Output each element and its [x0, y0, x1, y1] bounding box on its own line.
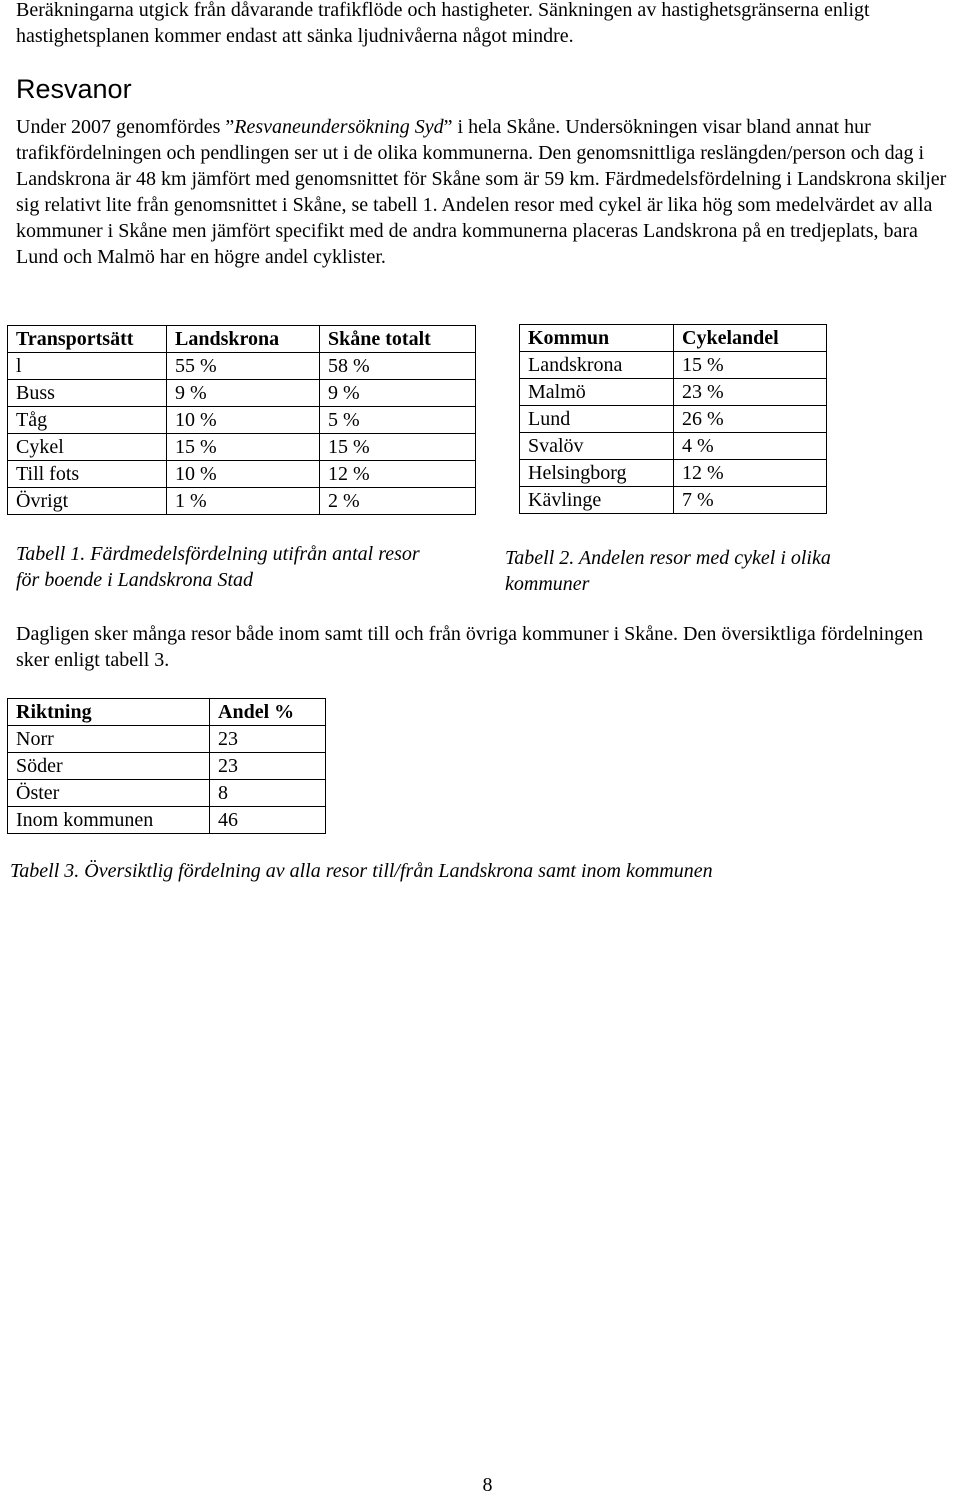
table-row [8, 726, 326, 753]
table-row [8, 780, 326, 807]
table-header-cell: Transportsätt [8, 326, 167, 353]
table-cell: 12 % [320, 461, 476, 488]
paragraph-text-start: Under 2007 genomfördes ” [16, 116, 235, 138]
table-cell: Malmö [520, 379, 674, 406]
table-cell: 15 % [674, 352, 827, 379]
table-cell: 2 % [320, 488, 476, 515]
table-cell: Söder [8, 753, 210, 780]
resvanor-paragraph [16, 114, 960, 270]
table-cell: Helsingborg [520, 460, 674, 487]
table-cell: Till fots [8, 461, 167, 488]
table-cell: 23 [210, 753, 326, 780]
table-cell: 10 % [167, 407, 320, 434]
table-cell: Cykel [8, 434, 167, 461]
table-row [520, 433, 827, 460]
table-cell: Svalöv [520, 433, 674, 460]
table-header-row [520, 325, 827, 352]
table-cell: Buss [8, 380, 167, 407]
table-cell: Lund [520, 406, 674, 433]
intro-paragraph: Beräkningarna utgick från dåvarande trafikflöde och hastigheter. Sänkningen av hastighetsgränserna enligt hastighetsplanen kommer endast att sänka ljudnivåerna något mindre. [16, 0, 870, 47]
direction-table [7, 698, 326, 834]
table-cell: 8 [210, 780, 326, 807]
table-cell: Öster [8, 780, 210, 807]
table1-caption: Tabell 1. Färdmedelsfördelning utifrån antal resor för boende i Landskrona Stad [16, 543, 420, 591]
bike-share-table [519, 324, 827, 514]
table-header-cell: Kommun [520, 325, 674, 352]
table-cell: 7 % [674, 487, 827, 514]
table-row [8, 807, 326, 834]
table-cell: 58 % [320, 353, 476, 380]
table-cell: 15 % [167, 434, 320, 461]
table-cell: 12 % [674, 460, 827, 487]
table-header-cell: Riktning [8, 699, 210, 726]
table-header-cell: Skåne totalt [320, 326, 476, 353]
table-header-cell: Cykelandel [674, 325, 827, 352]
table-cell: Övrigt [8, 488, 167, 515]
table2-caption: Tabell 2. Andelen resor med cykel i olika kommuner [505, 547, 831, 595]
table-cell: 15 % [320, 434, 476, 461]
table-cell: Landskrona [520, 352, 674, 379]
table-row [520, 460, 827, 487]
table-row [8, 461, 476, 488]
table-cell: Kävlinge [520, 487, 674, 514]
table-cell: 26 % [674, 406, 827, 433]
table-header-row [8, 326, 476, 353]
table-cell: 46 [210, 807, 326, 834]
paragraph-text-rest: ” i hela Skåne. Undersökningen visar bland annat hur trafikfördelningen och pendlingen ser ut i de olika kommunerna. Den genomsnittliga reslängden/person och dag i Landskrona är 48 km jämfört med genomsnittet för Skåne som är 59 km. Färdmedelsfördelning i Landskrona skiljer sig relativt lite från genomsnittet i Skåne, se tabell 1. Andelen resor med cykel är lika hög som medelvärdet av alla kommuner i Skåne men jämfört specifikt med de andra kommunerna placeras Landskrona på en tredjeplats, bara Lund och Malmö har en högre andel cyklister. [16, 116, 947, 268]
table-cell: 10 % [167, 461, 320, 488]
table-row [8, 380, 476, 407]
table-cell: Inom kommunen [8, 807, 210, 834]
table-cell: Tåg [8, 407, 167, 434]
page-number: 8 [482, 1474, 493, 1496]
table-row [8, 488, 476, 515]
table3-caption: Tabell 3. Översiktlig fördelning av alla resor till/från Landskrona samt inom kommunen [10, 860, 713, 882]
table-row [8, 753, 326, 780]
table-cell: 4 % [674, 433, 827, 460]
table-cell: 55 % [167, 353, 320, 380]
transport-mode-table [7, 325, 476, 515]
table-cell: Norr [8, 726, 210, 753]
table-header-row [8, 699, 326, 726]
survey-name: Resvaneundersökning Syd [234, 116, 444, 138]
table-cell: 1 % [167, 488, 320, 515]
table-row [520, 406, 827, 433]
table-row [8, 407, 476, 434]
table-header-cell: Landskrona [167, 326, 320, 353]
daily-trips-paragraph: Dagligen sker många resor både inom samt till och från övriga kommuner i Skåne. Den översiktliga fördelningen sker enligt tabell 3. [16, 623, 923, 671]
table-cell: 23 % [674, 379, 827, 406]
table-cell: 9 % [167, 380, 320, 407]
table-row [8, 434, 476, 461]
table-row [520, 379, 827, 406]
section-heading: Resvanor [16, 74, 132, 104]
table-header-cell: Andel % [210, 699, 326, 726]
table-cell: 5 % [320, 407, 476, 434]
table-row [520, 352, 827, 379]
table-cell: 9 % [320, 380, 476, 407]
table-cell: 23 [210, 726, 326, 753]
table-row [520, 487, 827, 514]
table-cell: l [8, 353, 167, 380]
table-row [8, 353, 476, 380]
